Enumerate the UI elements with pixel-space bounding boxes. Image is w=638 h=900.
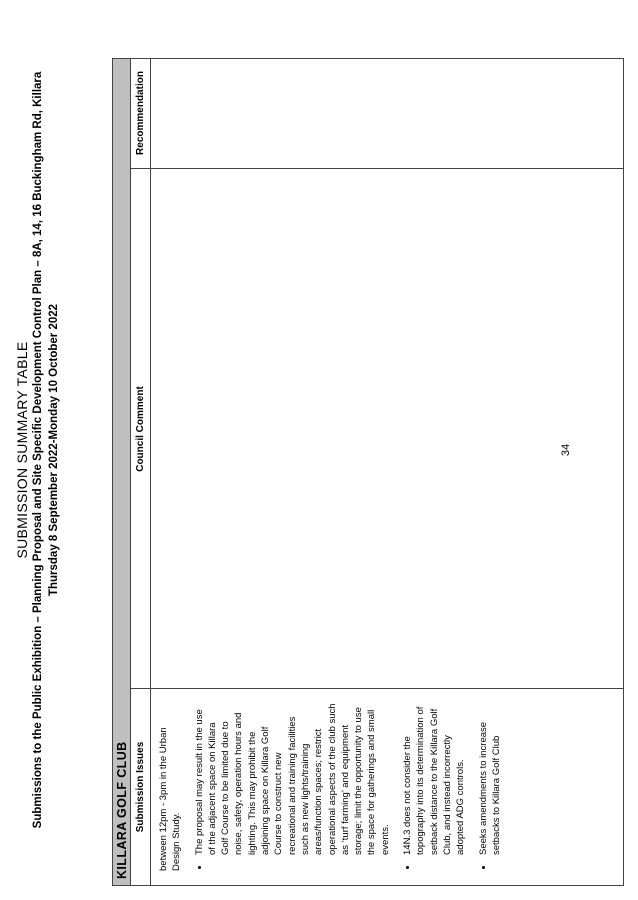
page-subtitle: Submissions to the Public Exhibition – Planning Proposal and Site Specific Development Control Plan – 8A, 14, 16 Buckingham Rd, Killara — [32, 71, 44, 829]
continuation-text: between 12pm - 3pm in the Urban Design Study. — [158, 727, 183, 871]
exhibition-dates: Thursday 8 September 2022-Monday 10 October 2022 — [48, 303, 60, 597]
issue-item: • Seeks amendments to increase setbacks to Killara Golf Club — [477, 703, 504, 857]
issue-item: • 14N.3 does not consider the topography into its determination of setback distance to the Killara Golf Club, and instead incorrectly adopted ADG controls. — [401, 703, 467, 857]
submission-table — [112, 58, 624, 886]
column-divider — [131, 168, 623, 169]
column-header-council-comment: Council Comment — [135, 386, 146, 472]
table-header-row — [131, 59, 151, 885]
issues-list — [193, 703, 504, 871]
page-title: SUBMISSION SUMMARY TABLE — [14, 341, 30, 559]
section-title: KILLARA GOLF CLUB — [113, 59, 131, 885]
issue-item: • The proposal may result in the use of the adjacent space on Killara Golf Course to be limited due to noise, safety, operation hours and lighting. This may prohibit the adjoining space on Killara Golf Course to construct new recreational and training facilities such as new lights/training areas/function spaces; restrict operational aspects of the club such as ‘turf farming’ and equipment storage; limit the opportunity to use the space for gatherings and small events. — [193, 703, 392, 857]
submission-issues-cell — [157, 703, 512, 871]
column-header-submission-issues: Submission Issues — [135, 741, 146, 833]
column-divider — [131, 688, 623, 689]
column-header-recommendation: Recommendation — [135, 71, 146, 155]
page-number: 34 — [560, 443, 572, 457]
